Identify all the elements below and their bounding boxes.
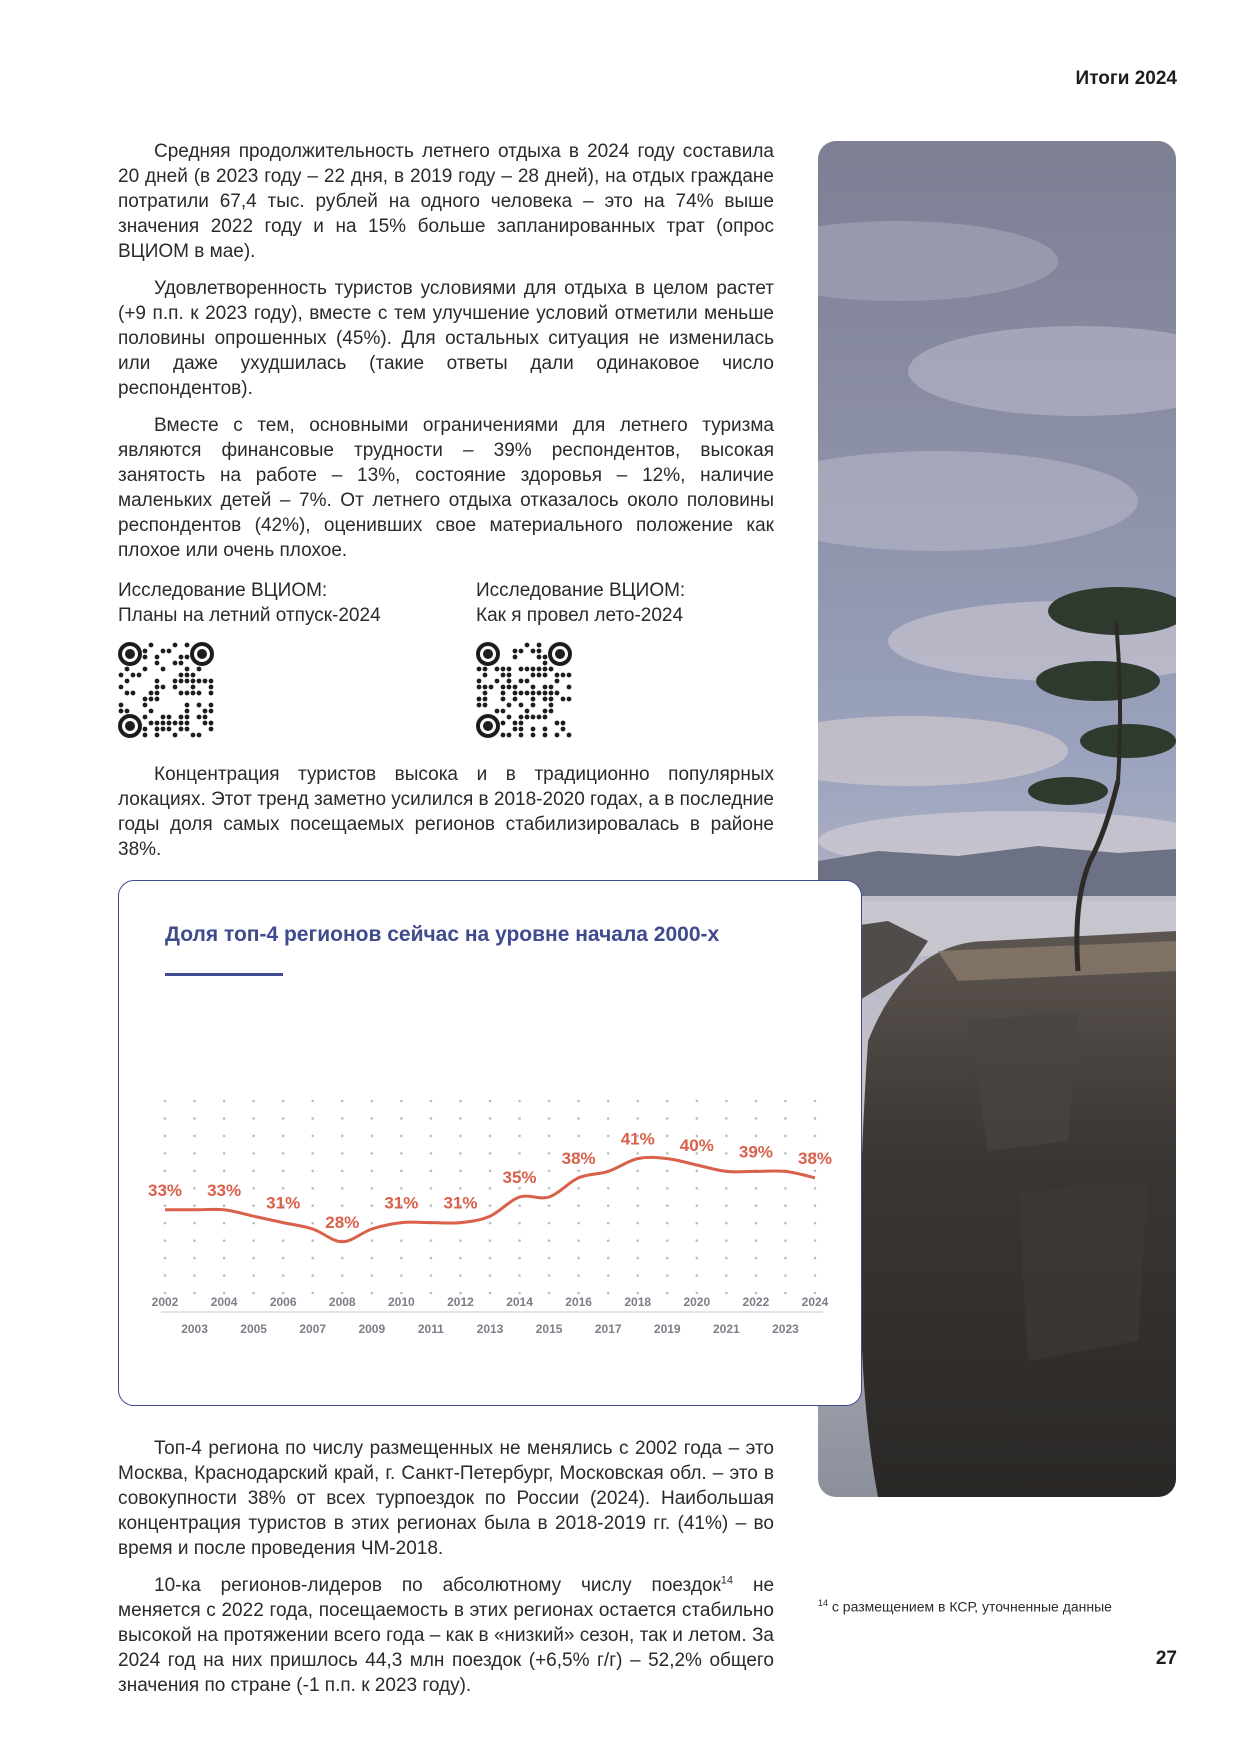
x-tick-label: 2024 — [801, 1295, 829, 1309]
chart-card — [118, 880, 862, 1406]
x-tick-label: 2003 — [181, 1322, 208, 1336]
landscape-photo — [818, 141, 1176, 1497]
paragraph-lead: 10-ка регионов-лидеров по абсолютному числу поездок — [154, 1575, 721, 1596]
data-label: 31% — [443, 1193, 478, 1213]
x-tick-label: 2010 — [388, 1295, 415, 1309]
page-header-title: Итоги 2024 — [1075, 68, 1177, 89]
data-label: 35% — [502, 1168, 537, 1187]
qr-links — [118, 578, 778, 748]
x-tick-label: 2018 — [624, 1295, 652, 1309]
x-tick-label: 2006 — [269, 1295, 297, 1309]
data-label: 33% — [207, 1180, 242, 1200]
data-label: 40% — [679, 1136, 714, 1155]
data-label: 31% — [384, 1193, 419, 1213]
x-tick-label: 2013 — [476, 1322, 504, 1336]
x-tick-label: 2019 — [653, 1322, 681, 1336]
paragraph-rest: не меняется с 2022 года, посещаемость в этих регионах остается стабильно высокой на протяжении всего года – как в «низкий» сезон, так и летом. За 2024 год на них пришлось 44,3 млн поездок (+6,5% г/г) – 52,2% общего значения по стране (-1 п.п. к 2023 году). — [118, 1575, 775, 1696]
qr-caption-line2: Планы на летний отпуск-2024 — [118, 605, 381, 626]
text-block-mid — [118, 762, 774, 874]
data-label: 39% — [738, 1142, 773, 1162]
line-chart — [119, 881, 863, 1407]
x-tick-label: 2017 — [594, 1322, 622, 1336]
paragraph: Концентрация туристов высока и в традиционно популярных локациях. Этот тренд заметно усилился в 2018-2020 годах, а в последние годы доля самых посещаемых регионов стабилизировалась в районе 38%. — [118, 764, 775, 860]
x-tick-label: 2014 — [506, 1295, 533, 1309]
page-number: 27 — [1155, 1648, 1177, 1669]
data-label: 33% — [147, 1180, 183, 1200]
chart-grid — [164, 1100, 817, 1295]
x-tick-label: 2023 — [772, 1322, 799, 1336]
paragraph: Вместе с тем, основными ограничениями для летнего туризма являются финансовые трудности – 39% респондентов, высокая занятость на работе – 13%, состояние здоровья – 12%, наличие маленьких детей – 7%. От летнего отдыха отказалось около половины респондентов (42%), оценивших свое материального положение как плохое или очень плохое. — [118, 415, 774, 561]
data-label: 38% — [561, 1148, 596, 1168]
x-tick-label: 2002 — [151, 1295, 179, 1309]
paragraph: Топ-4 региона по числу размещенных не менялись с 2002 года – это Москва, Краснодарский край, г. Санкт-Петербург, Московская обл. – это в совокупности 38% от всех турпоездок по России (2024). Наибольшая концентрация туристов в этих регионах была в 2018-2019 гг. (41%) – во время и после проведения ЧМ-2018. — [118, 1438, 774, 1559]
x-tick-label: 2011 — [417, 1322, 444, 1336]
text-block-top — [118, 139, 774, 575]
footnote-text: с размещением в КСР, уточненные данные — [831, 1598, 1112, 1615]
qr-caption-line1: Исследование ВЦИОМ: — [476, 580, 686, 601]
paragraph: Средняя продолжительность летнего отдыха в 2024 году составила 20 дней (в 2023 году – 22 дня, в 2019 году – 28 дней), на отдых граждане потратили 67,4 тыс. рублей на одного человека – это на 74% выше значения 2022 году и на 15% больше запланированных трат (опрос ВЦИОМ в мае). — [118, 141, 774, 262]
x-tick-label: 2016 — [565, 1295, 592, 1309]
qr-code-icon[interactable] — [476, 642, 572, 738]
x-tick-label: 2005 — [240, 1322, 267, 1336]
data-label: 31% — [266, 1193, 301, 1213]
x-tick-label: 2009 — [358, 1322, 386, 1336]
paragraph — [118, 1573, 774, 1698]
x-tick-label: 2008 — [328, 1295, 356, 1309]
footnote-ref: 14 — [720, 1574, 734, 1587]
paragraph: Удовлетворенность туристов условиями для отдыха в целом растет (+9 п.п. к 2023 году), вместе с тем улучшение условий отметили меньше половины опрошенных (45%). Для остальных ситуация не изменилась или даже ухудшилась (такие ответы дали одинаковое число респондентов). — [118, 278, 774, 399]
qr-item-summer[interactable] — [476, 578, 796, 743]
footnote-mark: 14 — [818, 1598, 829, 1608]
x-tick-label: 2004 — [210, 1295, 238, 1309]
data-label: 28% — [325, 1212, 360, 1232]
x-tick-label: 2012 — [447, 1295, 474, 1309]
qr-code-icon[interactable] — [118, 642, 214, 738]
x-tick-label: 2007 — [299, 1322, 327, 1336]
data-label: 38% — [797, 1148, 833, 1168]
data-label: 41% — [620, 1129, 655, 1149]
x-tick-label: 2021 — [713, 1322, 740, 1336]
qr-caption-line2: Как я провел лето-2024 — [476, 605, 684, 626]
x-tick-label: 2015 — [535, 1322, 563, 1336]
x-tick-label: 2020 — [683, 1295, 711, 1309]
qr-caption-line1: Исследование ВЦИОМ: — [118, 580, 328, 601]
x-tick-label: 2022 — [742, 1295, 770, 1309]
qr-item-plans[interactable] — [118, 578, 438, 743]
footnote — [818, 1598, 1112, 1615]
chart-title: Доля топ-4 регионов сейчас на уровне начала 2000-х — [165, 923, 720, 946]
text-block-bottom — [118, 1436, 774, 1698]
